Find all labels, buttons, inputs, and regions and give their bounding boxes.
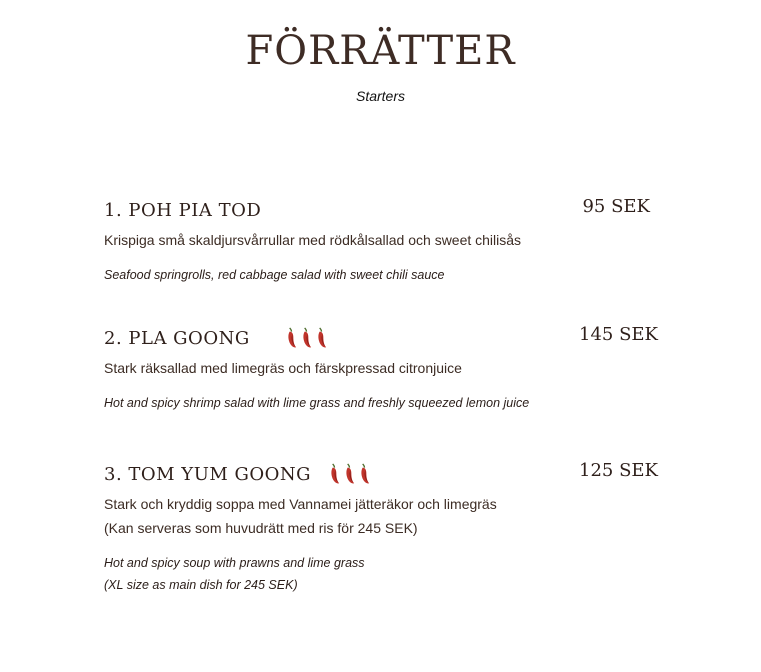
chili-pepper-icon [359, 463, 370, 485]
description-line: Stark och kryddig soppa med Vannamei jätteräkor och limegräs [104, 496, 497, 512]
description-line: Stark räksallad med limegräs och färskpressad citronjuice [104, 360, 462, 376]
description-line: (Kan serveras som huvudrätt med ris för 245 SEK) [104, 520, 418, 536]
page-title: FÖRRÄTTER [245, 28, 516, 74]
description-line: Hot and spicy shrimp salad with lime grass and freshly squeezed lemon juice [104, 396, 530, 410]
menu-item [104, 324, 664, 414]
spice-level [329, 463, 370, 485]
chili-pepper-icon [329, 463, 340, 485]
menu-item [104, 460, 664, 596]
description-line: Hot and spicy soup with prawns and lime grass [104, 556, 365, 570]
menu-item-title: 3. TOM YUM GOONG [104, 463, 312, 485]
page-subtitle: Starters [355, 88, 405, 104]
chili-pepper-icon [286, 327, 297, 349]
description-line: Seafood springrolls, red cabbage salad with sweet chili sauce [104, 268, 445, 282]
chili-pepper-icon [316, 327, 327, 349]
menu-item-description-sv [104, 356, 664, 380]
menu-item-price: 125 SEK [579, 460, 658, 481]
menu-item-description-en [104, 264, 664, 286]
menu-item-description-sv [104, 492, 664, 540]
description-line: (XL size as main dish for 245 SEK) [104, 578, 298, 592]
menu-item-title: 2. PLA GOONG [104, 327, 250, 349]
menu-item [104, 196, 664, 286]
menu-item-description-sv [104, 228, 664, 252]
chili-pepper-icon [301, 327, 312, 349]
menu-item-description-en [104, 552, 664, 596]
menu-item-title-row [104, 196, 664, 224]
description-line: Krispiga små skaldjursvårrullar med rödkålsallad och sweet chilisås [104, 232, 522, 248]
chili-pepper-icon [344, 463, 355, 485]
spice-level [286, 327, 327, 349]
menu-item-title: 1. POH PIA TOD [104, 199, 262, 221]
menu-item-price: 95 SEK [582, 196, 650, 217]
menu-item-price: 145 SEK [579, 324, 658, 345]
menu-item-description-en [104, 392, 664, 414]
